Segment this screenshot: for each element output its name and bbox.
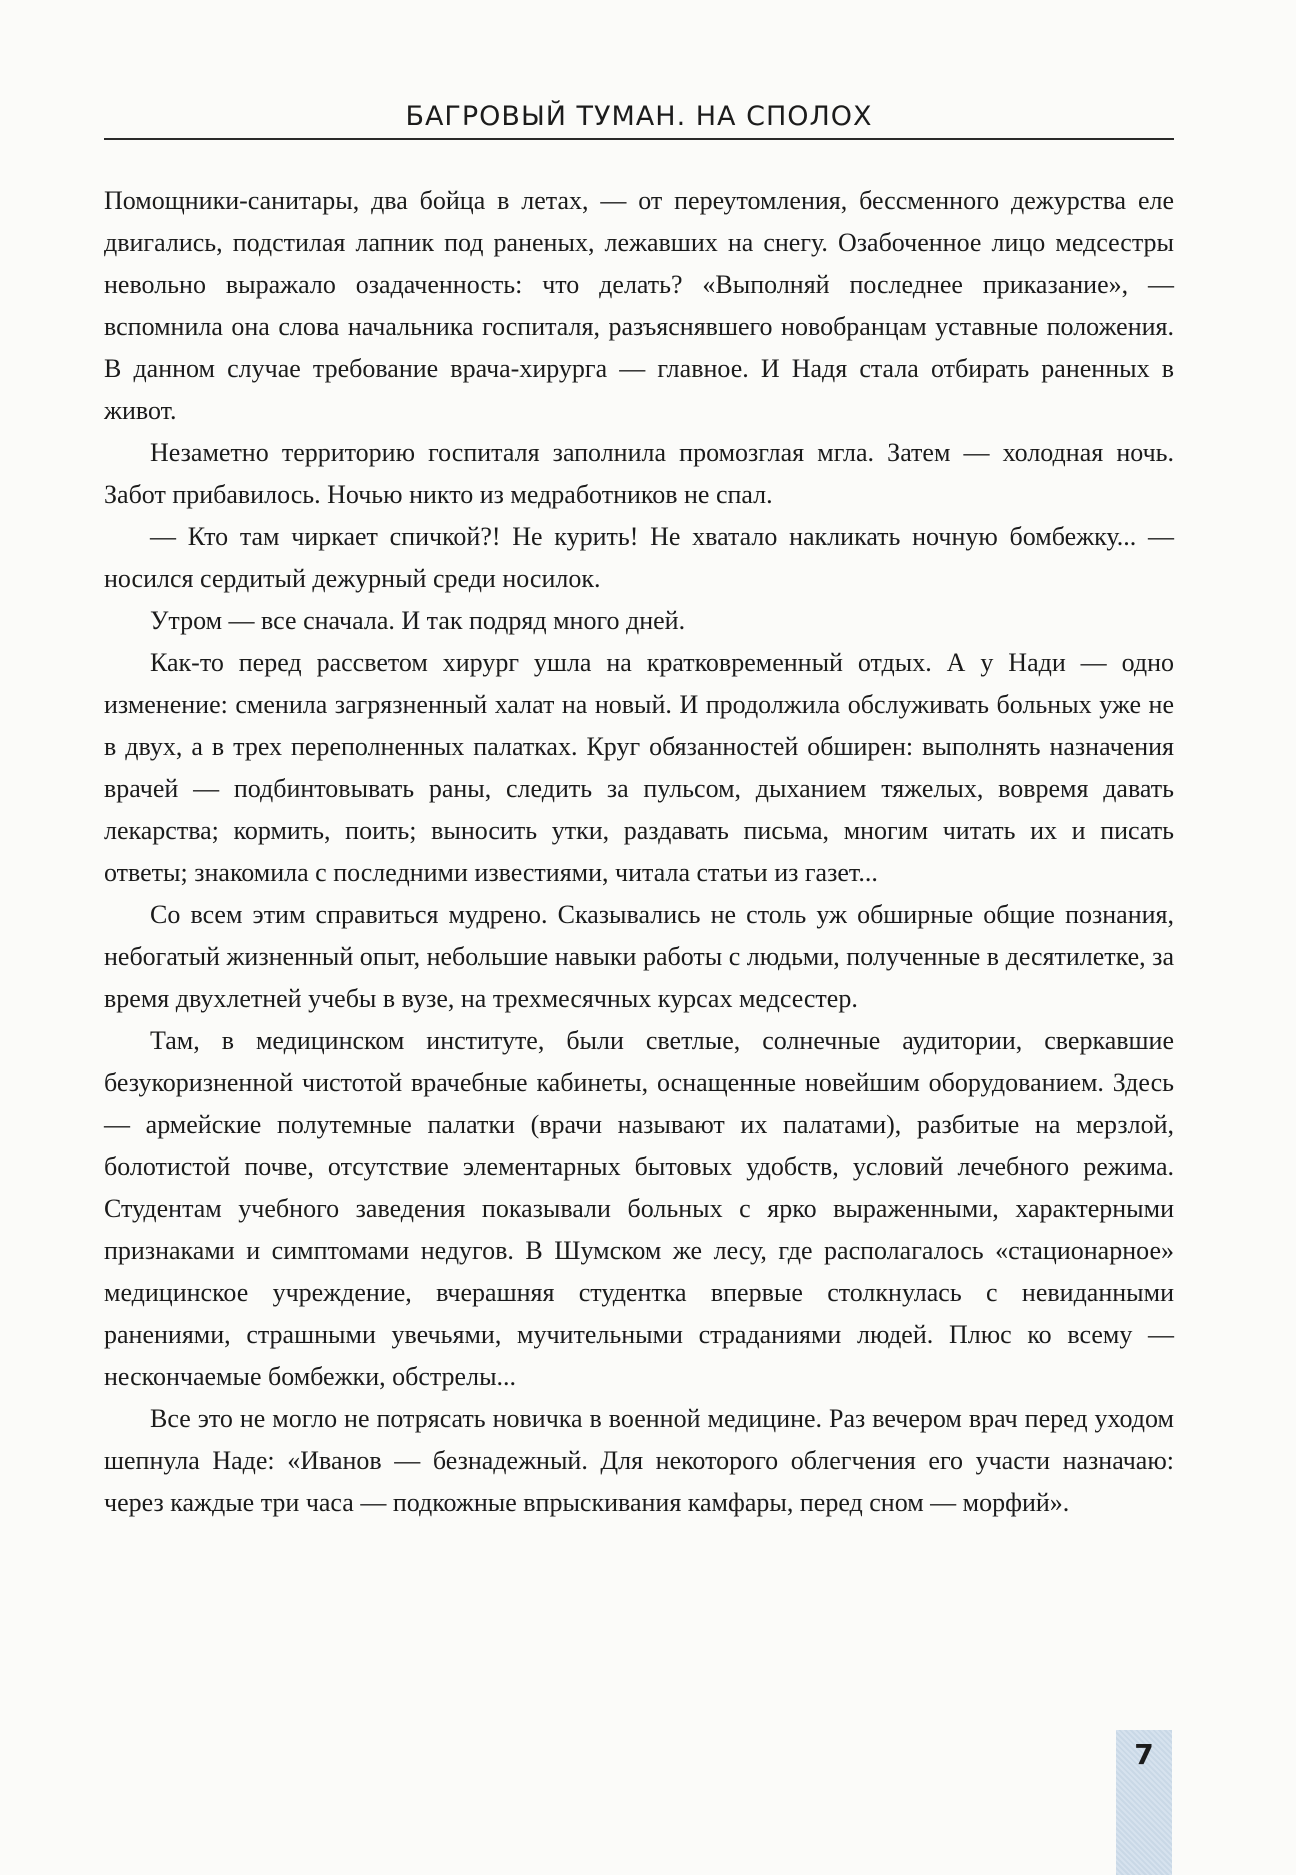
paragraph: Со всем этим справиться мудрено. Сказывались не столь уж обширные общие познания, небогатый жизненный опыт, небольшие навыки работы с людьми, полученные в десятилетке, за время двухлетней учебы в вузе, на трехмесячных курсах медсестер. (104, 900, 1174, 1013)
paragraph: Незаметно территорию госпиталя заполнила промозглая мгла. Затем — холодная ночь. Забот прибавилось. Ночью никто из медработников не спал. (104, 438, 1174, 509)
paragraph: — Кто там чиркает спичкой?! Не курить! Не хватало накликать ночную бомбежку... — носился сердитый дежурный среди носилок. (104, 522, 1174, 593)
paragraph: Помощники-санитары, два бойца в летах, — от переутомления, бессменного дежурства еле двигались, подстилая лапник под раненых, лежавших на снегу. Озабоченное лицо медсестры невольно выражало озадаченность: что делать? «Выполняй последнее приказание», — вспомнила она слова начальника госпиталя, разъяснявшего новобранцам уставные положения. В данном случае требование врача-хирурга — главное. И Надя стала отбирать раненных в живот. (104, 186, 1174, 425)
paragraph: Утром — все сначала. И так подряд много дней. (150, 606, 686, 635)
header-rule (104, 138, 1174, 140)
paragraph: Как-то перед рассветом хирург ушла на кратковременный отдых. А у Нади — одно изменение: сменила загрязненный халат на новый. И продолжила обслуживать больных уже не в двух, а в трех переполненных палатках. Круг обязанностей обширен: выполнять назначения врачей — подбинтовывать раны, следить за пульсом, дыханием тяжелых, вовремя давать лекарства; кормить, поить; выносить утки, раздавать письма, многим читать их и писать ответы; знакомила с последними известиями, читала статьи из газет... (104, 648, 1174, 887)
paragraph: Все это не могло не потрясать новичка в военной медицине. Раз вечером врач перед уходом шепнула Наде: «Иванов — безнадежный. Для некоторого облегчения его участи назначаю: через каждые три часа — подкожные впрыскивания камфары, перед сном — морфий». (104, 1404, 1174, 1517)
body-text (104, 180, 1174, 1524)
paragraph: Там, в медицинском институте, были светлые, солнечные аудитории, сверкавшие безукоризненной чистотой врачебные кабинеты, оснащенные новейшим оборудованием. Здесь — армейские полутемные палатки (врачи называют их палатами), разбитые на мерзлой, болотистой почве, отсутствие элементарных бытовых удобств, условий лечебного режима. Студентам учебного заведения показывали больных с ярко выраженными, характерными признаками и симптомами недугов. В Шумском же лесу, где располагалось «стационарное» медицинское учреждение, вчерашняя студентка впервые столкнулась с невиданными ранениями, страшными увечьями, мучительными страданиями людей. Плюс ко всему — нескончаемые бомбежки, обстрелы... (104, 1026, 1174, 1391)
page-number: 7 (1134, 1738, 1154, 1771)
running-header-title: БАГРОВЫЙ ТУМАН. НА СПОЛОХ (405, 101, 873, 132)
